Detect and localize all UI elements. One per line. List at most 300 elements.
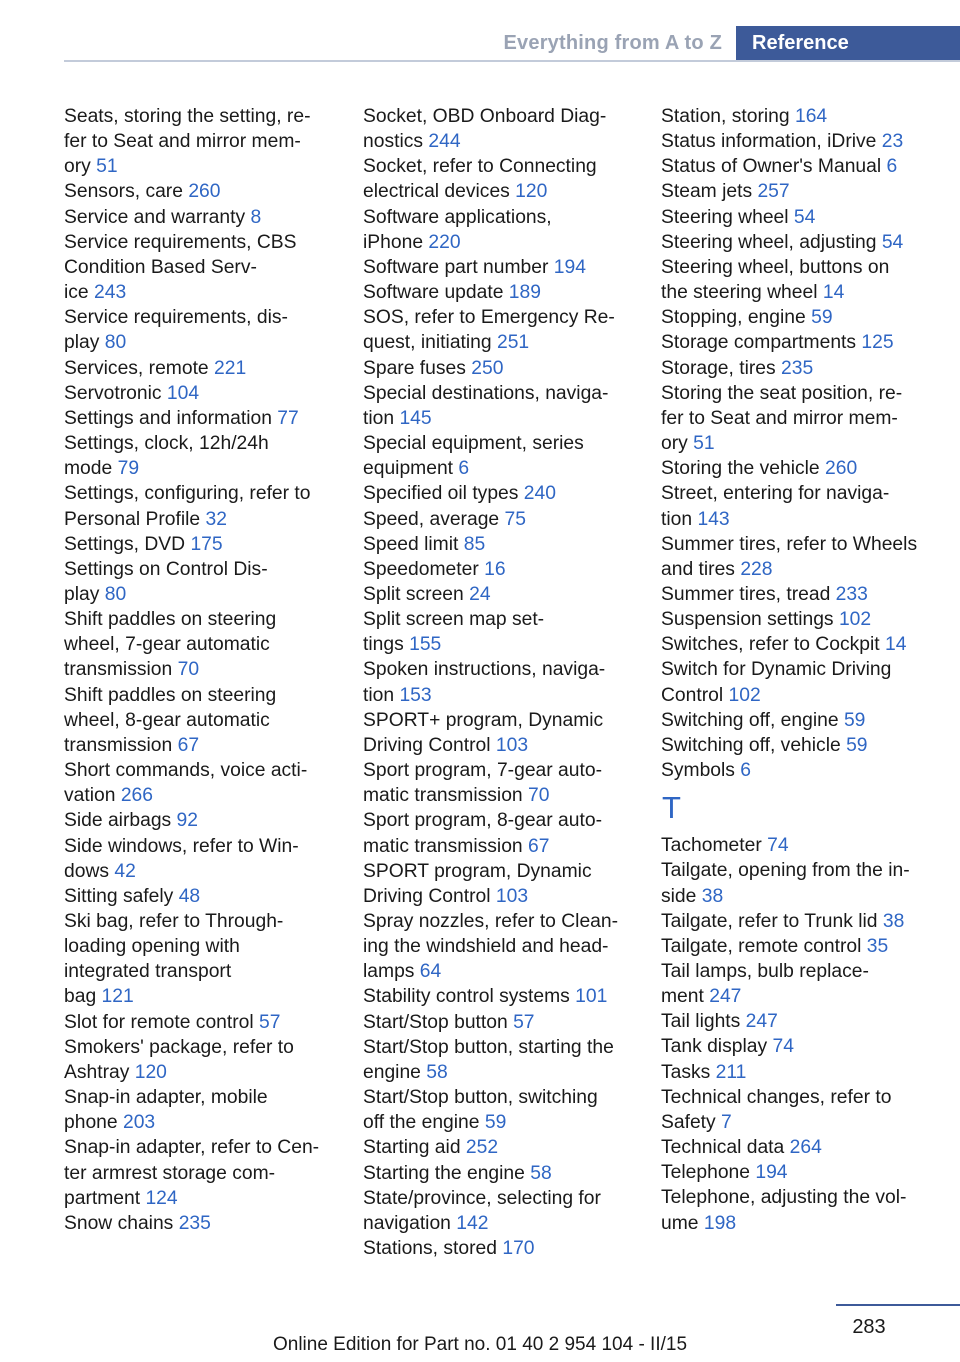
index-entry-text: Service requirements, dis- [64, 307, 288, 329]
index-entry [363, 255, 645, 280]
index-entry-line [363, 129, 645, 154]
index-entry-text: Service and warranty [64, 206, 246, 228]
index-entry [661, 330, 951, 355]
index-entry-text: Side windows, refer to Win- [64, 835, 299, 857]
index-entry-line [64, 356, 344, 381]
page-reference-link[interactable]: 24 [469, 583, 491, 605]
index-entry-line [64, 507, 344, 532]
index-entry-line [363, 431, 645, 456]
index-entry-line [64, 708, 344, 733]
page-reference-link[interactable]: 57 [259, 1011, 281, 1033]
page-reference-link[interactable]: 194 [755, 1162, 788, 1184]
page-reference-link[interactable]: 35 [866, 935, 889, 957]
index-entry-text: Split screen map set- [363, 609, 545, 631]
page-reference-link[interactable]: 102 [728, 684, 761, 706]
page-reference-link[interactable]: 79 [117, 458, 140, 480]
index-entry-text: Tailgate, opening from the in- [661, 860, 910, 882]
index-entry-text: Special destinations, naviga- [363, 382, 609, 404]
index-entry [661, 1160, 951, 1185]
index-entry-line [661, 431, 951, 456]
index-entry [64, 1035, 344, 1085]
index-entry [363, 607, 645, 657]
index-entry-line [363, 708, 645, 733]
page-reference-link[interactable]: 142 [456, 1212, 489, 1234]
index-entry-text: Steam jets [661, 181, 753, 203]
index-entry-text: Ski bag, refer to Through- [64, 911, 284, 932]
page-reference-link[interactable]: 6 [740, 760, 752, 782]
index-entry-text: Snap-in adapter, mobile [64, 1087, 268, 1109]
index-entry-line [363, 1135, 645, 1160]
page-reference-link[interactable]: 70 [177, 659, 200, 681]
page-reference-link[interactable]: 211 [715, 1061, 747, 1083]
index-entry-text: Tachometer [661, 835, 762, 857]
index-entry-text: Switching off, vehicle [661, 734, 841, 756]
index-entry-text: Tank display [661, 1036, 768, 1058]
index-entry-line [363, 733, 645, 758]
index-entry-text: tings [363, 634, 404, 656]
index-column-2 [363, 104, 645, 1261]
index-entry-line [661, 858, 951, 883]
page-reference-link[interactable]: 104 [166, 382, 200, 404]
index-entry-text: Services, remote [64, 357, 209, 379]
page-reference-link[interactable]: 80 [104, 583, 127, 605]
index-entry [363, 1085, 645, 1135]
index-entry [64, 557, 344, 607]
index-entry-text: Tasks [661, 1061, 711, 1083]
index-entry [661, 708, 951, 733]
index-entry-text: equipment [363, 458, 454, 480]
index-entry [661, 1060, 951, 1085]
index-entry-line [661, 582, 951, 607]
page-reference-link[interactable]: 70 [528, 785, 550, 807]
index-entry-text: Storage, tires [661, 357, 776, 379]
index-entry-line [661, 1009, 951, 1034]
index-entry-line [363, 205, 645, 230]
index-entry-line [363, 406, 645, 431]
index-entry-line [661, 733, 951, 758]
index-entry [363, 1186, 645, 1236]
page-reference-link[interactable]: 92 [176, 810, 198, 832]
index-entry-text: Summer tires, refer to Wheels [661, 533, 918, 555]
page-reference-link[interactable]: 7 [721, 1111, 732, 1133]
index-entry-line [64, 1135, 344, 1160]
index-entry [363, 708, 645, 758]
index-entry-line [661, 230, 951, 255]
index-entry-line [661, 305, 951, 330]
index-entry-text: Speedometer [363, 558, 479, 580]
index-entry-text: and tires [661, 558, 735, 580]
index-entry [661, 532, 951, 582]
page-reference-link[interactable]: 120 [134, 1061, 167, 1083]
index-entry-line [363, 305, 645, 330]
index-entry-line [64, 1060, 344, 1085]
page-reference-link[interactable]: 51 [96, 156, 118, 178]
index-entry [64, 1010, 344, 1035]
index-entry-text: Servotronic [64, 382, 162, 404]
index-entry [363, 532, 645, 557]
page-reference-link[interactable]: 32 [205, 508, 227, 530]
page-reference-link[interactable]: 260 [188, 181, 221, 203]
page-reference-link[interactable]: 67 [528, 835, 550, 857]
index-entry-text: transmission [64, 734, 173, 756]
index-entry [64, 381, 344, 406]
page-reference-link[interactable]: 54 [881, 231, 904, 253]
index-entry-text: Smokers' package, refer to [64, 1036, 294, 1058]
index-entry-text: SPORT+ program, Dynamic [363, 709, 604, 731]
index-entry-line [64, 632, 344, 657]
index-entry-line [661, 833, 951, 858]
index-entry-line [64, 1085, 344, 1110]
index-entry-text: Spray nozzles, refer to Clean- [363, 911, 619, 932]
index-entry-line [363, 507, 645, 532]
index-entry-line [363, 808, 645, 833]
index-entry-text: Personal Profile [64, 508, 201, 530]
page-reference-link[interactable]: 102 [838, 609, 872, 631]
index-entry [661, 205, 951, 230]
index-entry-line [363, 1236, 645, 1261]
page-reference-link[interactable]: 57 [513, 1011, 535, 1033]
index-entry-text: Tail lamps, bulb replace- [661, 961, 869, 982]
index-entry-line [661, 280, 951, 305]
index-entry-line [661, 1185, 951, 1210]
index-entry-line [661, 356, 951, 381]
page-reference-link[interactable]: 250 [471, 357, 504, 379]
index-entry-line [661, 532, 951, 557]
page-reference-link[interactable]: 14 [884, 634, 907, 656]
index-entry-text: Starting aid [363, 1137, 461, 1159]
index-entry-text: Software part number [363, 256, 549, 278]
page-reference-link[interactable]: 235 [178, 1212, 211, 1234]
index-entry-text: Station, storing [661, 106, 790, 127]
index-entry [64, 607, 344, 682]
index-entry-line [64, 456, 344, 481]
index-entry [661, 129, 951, 154]
index-entry [661, 1135, 951, 1160]
page-reference-link[interactable]: 266 [120, 785, 153, 807]
index-entry-text: Start/Stop button [363, 1011, 508, 1033]
index-letter-heading: T [662, 790, 681, 826]
page-reference-link[interactable]: 243 [94, 282, 127, 304]
index-entry [64, 104, 344, 179]
index-entry-text: Summer tires, tread [661, 583, 831, 605]
index-entry-line [363, 984, 645, 1009]
index-entry-line [661, 104, 951, 129]
index-entry-line [363, 1010, 645, 1035]
index-entry-text: Telephone [661, 1162, 750, 1184]
index-entry-line [64, 733, 344, 758]
page-reference-link[interactable]: 145 [399, 407, 432, 429]
index-entry-text: Status information, iDrive [661, 131, 877, 153]
page-reference-link[interactable]: 101 [575, 986, 608, 1008]
index-entry-text: SPORT program, Dynamic [363, 860, 592, 882]
index-entry [363, 205, 645, 255]
index-entry [661, 733, 951, 758]
index-entry-line [64, 683, 344, 708]
page-reference-link[interactable]: 125 [861, 332, 894, 354]
index-entry-text: Shift paddles on steering [64, 684, 277, 706]
index-entry-text: Suspension settings [661, 609, 834, 631]
page-reference-link[interactable]: 235 [781, 357, 814, 379]
index-entry-line [661, 179, 951, 204]
page-reference-link[interactable]: 64 [419, 961, 442, 983]
page-reference-link[interactable]: 38 [701, 885, 724, 907]
index-entry [64, 205, 344, 230]
index-entry-line [64, 406, 344, 431]
index-entry-line [363, 783, 645, 808]
index-entry-text: Software update [363, 282, 504, 304]
index-entry-line [661, 1135, 951, 1160]
page-reference-link[interactable]: 74 [767, 835, 789, 857]
page-reference-link[interactable]: 59 [846, 734, 868, 756]
page-reference-link[interactable]: 170 [502, 1238, 535, 1260]
page-reference-link[interactable]: 85 [463, 533, 486, 555]
index-entry-text: Tailgate, remote control [661, 935, 862, 957]
page-reference-link[interactable]: 54 [793, 206, 816, 228]
page-reference-link[interactable]: 23 [881, 131, 904, 153]
page-reference-link[interactable]: 220 [428, 231, 461, 253]
index-entry-line [64, 808, 344, 833]
index-entry-text: Control [661, 684, 724, 706]
page-reference-link[interactable]: 247 [709, 986, 742, 1008]
index-entry-line [64, 884, 344, 909]
index-entry-line [363, 859, 645, 884]
index-entry-text: play [64, 332, 100, 354]
index-entry [661, 858, 951, 908]
index-entry-text: Speed limit [363, 533, 459, 555]
index-entry-line [64, 557, 344, 582]
index-entry-line [363, 179, 645, 204]
index-entry-line [363, 934, 645, 959]
index-entry [363, 808, 645, 858]
page-reference-link[interactable]: 59 [811, 307, 833, 329]
index-entry [64, 356, 344, 381]
index-entry-text: Settings, configuring, refer to [64, 483, 311, 505]
page-reference-link[interactable]: 80 [104, 332, 127, 354]
page-reference-link[interactable]: 103 [495, 885, 529, 907]
page-reference-link[interactable]: 260 [825, 458, 858, 480]
page-reference-link[interactable]: 6 [458, 458, 470, 480]
index-entry-line [661, 1060, 951, 1085]
index-entry-line [64, 783, 344, 808]
page-reference-link[interactable]: 38 [882, 910, 905, 932]
page-reference-link[interactable]: 189 [508, 282, 541, 304]
page-reference-link[interactable]: 247 [745, 1011, 778, 1033]
index-entry [661, 154, 951, 179]
index-entry-line [363, 356, 645, 381]
index-entry-line [64, 607, 344, 632]
index-entry-text: dows [64, 860, 110, 882]
index-entry-text: Starting the engine [363, 1162, 525, 1184]
index-entry-text: Safety [661, 1111, 716, 1133]
page-reference-link[interactable]: 233 [835, 583, 868, 605]
index-entry [661, 582, 951, 607]
page-reference-link[interactable]: 75 [504, 508, 526, 530]
page-reference-link[interactable]: 14 [822, 282, 845, 304]
page-reference-link[interactable]: 124 [145, 1187, 178, 1209]
index-entry-text: Snow chains [64, 1212, 174, 1234]
index-entry-text: the steering wheel [661, 282, 818, 304]
index-entry-text: Steering wheel, buttons on [661, 256, 890, 278]
page-reference-link[interactable]: 120 [515, 181, 548, 203]
page-reference-link[interactable]: 8 [250, 206, 262, 228]
page-reference-link[interactable]: 252 [465, 1137, 499, 1159]
index-entry-text: Stopping, engine [661, 307, 806, 329]
index-entry-text: engine [363, 1061, 421, 1083]
index-entry [661, 456, 951, 481]
index-entry-text: Street, entering for naviga- [661, 483, 890, 505]
index-entry-text: Symbols [661, 760, 735, 782]
page-reference-link[interactable]: 221 [214, 357, 247, 379]
index-entry [661, 481, 951, 531]
page-reference-link[interactable]: 155 [409, 634, 442, 656]
page-reference-link[interactable]: 58 [530, 1162, 552, 1184]
index-entry-text: Switches, refer to Cockpit [661, 634, 880, 656]
page-reference-link[interactable]: 59 [843, 709, 866, 731]
index-entry-text: Ashtray [64, 1061, 130, 1083]
page-reference-link[interactable]: 74 [772, 1036, 794, 1058]
page-reference-link[interactable]: 164 [794, 106, 828, 127]
index-entry-line [661, 1211, 951, 1236]
index-entry-text: Short commands, voice acti- [64, 760, 308, 782]
index-entry-text: matic transmission [363, 835, 523, 857]
index-entry [64, 532, 344, 557]
index-entry-line [64, 758, 344, 783]
index-entry [661, 607, 951, 632]
index-entry-text: vation [64, 785, 116, 807]
index-entry [661, 381, 951, 456]
index-entry-text: Speed, average [363, 508, 500, 530]
index-entry-line [64, 255, 344, 280]
index-entry [661, 179, 951, 204]
index-entry-text: tion [661, 508, 693, 530]
index-entry-text: loading opening with [64, 936, 240, 958]
index-entry [64, 481, 344, 531]
index-entry-text: Technical changes, refer to [661, 1086, 892, 1108]
index-entry-text: Condition Based Serv- [64, 256, 257, 278]
index-entry-text: Start/Stop button, starting the [363, 1036, 614, 1058]
index-entry-line [363, 104, 645, 129]
index-entry [363, 104, 645, 154]
index-entry-text: mode [64, 458, 113, 480]
index-entry [64, 834, 344, 884]
index-entry-line [64, 330, 344, 355]
page-reference-link[interactable]: 42 [114, 860, 136, 882]
index-entry-line [64, 657, 344, 682]
index-entry-line [64, 179, 344, 204]
index-entry [363, 758, 645, 808]
page-reference-link[interactable]: 175 [190, 533, 223, 555]
index-entry-text: Stations, stored [363, 1238, 497, 1260]
index-entry-text: Split screen [363, 583, 464, 605]
index-entry-text: Steering wheel [661, 206, 789, 228]
index-entry-text: ume [661, 1212, 699, 1234]
page-reference-link[interactable]: 67 [177, 734, 200, 756]
index-entry-line [363, 582, 645, 607]
page-reference-link[interactable]: 251 [496, 332, 530, 354]
index-entry [363, 305, 645, 355]
index-entry [363, 481, 645, 506]
index-entry-line [64, 1211, 344, 1236]
index-entry-text: Sensors, care [64, 181, 183, 203]
index-entry-line [64, 431, 344, 456]
index-entry-text: Sport program, 7-gear auto- [363, 760, 602, 782]
page-reference-link[interactable]: 6 [886, 156, 898, 178]
index-entry-line [661, 683, 951, 708]
page-reference-link[interactable]: 203 [122, 1112, 156, 1134]
index-entry-text: Spoken instructions, naviga- [363, 659, 606, 681]
index-entry [363, 507, 645, 532]
page-reference-link[interactable]: 16 [484, 558, 506, 580]
index-entry-line [64, 104, 344, 129]
index-entry-line [661, 129, 951, 154]
page-reference-link[interactable]: 198 [703, 1212, 737, 1234]
index-entry-text: ory [661, 433, 688, 455]
index-entry-line [363, 1060, 645, 1085]
page-reference-link[interactable]: 58 [426, 1061, 448, 1083]
index-entry [363, 1035, 645, 1085]
index-entry-line [363, 683, 645, 708]
index-entry-text: tion [363, 407, 395, 429]
index-entry-line [363, 330, 645, 355]
index-entry [661, 934, 951, 959]
page-reference-link[interactable]: 143 [697, 508, 730, 530]
page-reference-link[interactable]: 77 [277, 407, 299, 429]
index-entry-text: ory [64, 156, 91, 178]
index-entry [661, 230, 951, 255]
index-entry-text: quest, initiating [363, 332, 492, 354]
page-reference-link[interactable]: 240 [523, 483, 556, 505]
index-entry-line [363, 959, 645, 984]
index-entry [363, 431, 645, 481]
index-entry-line [64, 582, 344, 607]
index-entry-text: Status of Owner's Manual [661, 156, 882, 178]
index-entry-line [363, 1085, 645, 1110]
page-reference-link[interactable]: 257 [757, 181, 790, 203]
page-reference-link[interactable]: 153 [399, 684, 432, 706]
index-entry-line [661, 984, 951, 1009]
page-reference-link[interactable]: 103 [495, 734, 529, 756]
page-reference-link[interactable]: 51 [693, 433, 715, 455]
index-entry [661, 1009, 951, 1034]
index-entry [363, 984, 645, 1009]
index-entry-line [661, 154, 951, 179]
index-entry-text: Settings, DVD [64, 533, 186, 555]
page-reference-link[interactable]: 194 [553, 256, 586, 278]
index-entry-text: ter armrest storage com- [64, 1162, 276, 1184]
index-entry [363, 859, 645, 909]
index-entry-text: SOS, refer to Emergency Re- [363, 307, 615, 329]
page-reference-link[interactable]: 228 [740, 558, 773, 580]
index-entry-text: Driving Control [363, 885, 491, 907]
page-reference-link[interactable]: 121 [101, 986, 134, 1008]
index-entry-line [363, 456, 645, 481]
page-reference-link[interactable]: 244 [428, 131, 461, 153]
index-entry-line [363, 255, 645, 280]
index-entry-line [363, 834, 645, 859]
index-entry [363, 909, 645, 984]
index-entry-line [64, 305, 344, 330]
page-reference-link[interactable]: 59 [484, 1112, 507, 1134]
index-entry-text: navigation [363, 1212, 451, 1234]
index-entry-text: Slot for remote control [64, 1011, 254, 1033]
index-entry [363, 381, 645, 431]
page-reference-link[interactable]: 264 [789, 1137, 822, 1159]
index-entry-line [661, 1110, 951, 1135]
index-entry [661, 1185, 951, 1235]
index-entry-line [363, 557, 645, 582]
page-reference-link[interactable]: 48 [178, 885, 201, 907]
index-entry [64, 406, 344, 431]
